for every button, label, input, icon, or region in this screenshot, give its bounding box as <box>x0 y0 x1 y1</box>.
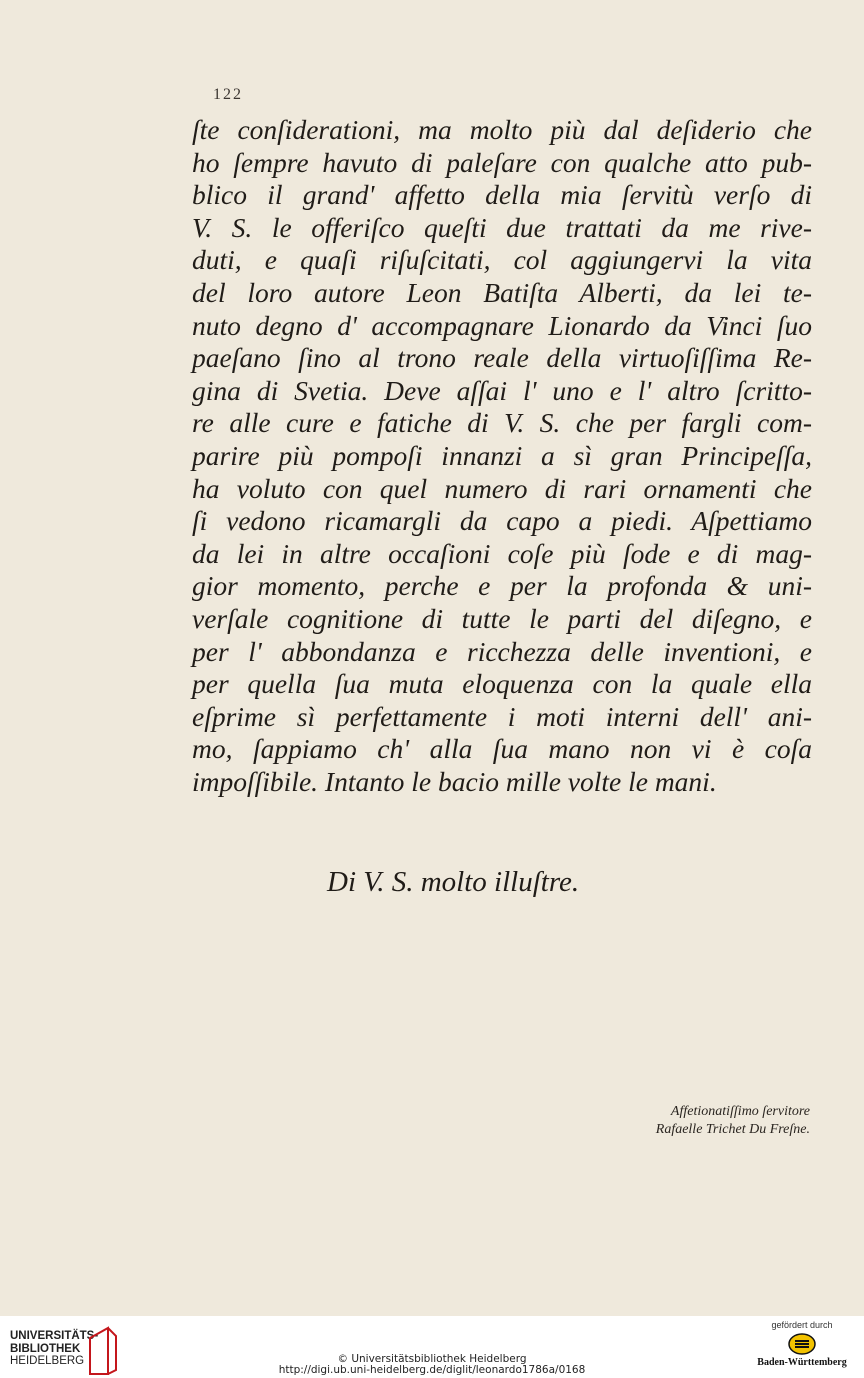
state-emblem-icon <box>787 1333 817 1355</box>
text-line: parire più pompoſi innanzi a sì gran Principeſſa, <box>192 439 812 471</box>
text-line: ſi vedono ricamargli da capo a piedi. Aſpettiamo <box>192 505 812 537</box>
signature-line: Affetionatiſſimo ſervitore <box>670 1104 810 1119</box>
funding-state: Baden-Württemberg <box>757 1357 847 1368</box>
signature-name: Rafaelle Trichet Du Freſne. <box>655 1122 810 1137</box>
text-line: del loro autore Leon Batiſta Alberti, da lei te- <box>192 276 812 308</box>
signature-block <box>560 1103 810 1139</box>
library-logo-text: UNIVERSITÄTS- BIBLIOTHEK HEIDELBERG <box>10 1330 99 1367</box>
text-line: V. S. le offeriſco queſti due trattati da me rive- <box>192 211 812 243</box>
text-line: verſale cognitione di tutte le parti del diſegno, e <box>192 602 812 634</box>
text-line: nuto degno d' accompagnare Lionardo da Vinci ſuo <box>192 309 812 341</box>
library-footer <box>0 1316 864 1378</box>
permalink[interactable]: http://digi.ub.uni-heidelberg.de/diglit/leonardo1786a/0168 <box>278 1364 586 1376</box>
text-line: duti, e quaſi riſuſcitati, col aggiungervi la vita <box>192 244 812 276</box>
text-line: eſprime sì perfettamente i moti interni dell' ani- <box>192 700 812 732</box>
copyright-notice <box>0 1354 864 1376</box>
text-line: re alle cure e fatiche di V. S. che per fargli com- <box>192 407 812 439</box>
text-line: gina di Svetia. Deve aſſai l' uno e l' altro ſcritto- <box>192 374 812 406</box>
text-line: da lei in altre occaſioni coſe più ſode e di mag- <box>192 537 812 569</box>
funding-label: gefördert durch <box>771 1320 833 1330</box>
page-number: 122 <box>213 86 243 103</box>
letter-body <box>192 114 812 798</box>
text-line: gior momento, perche e per la profonda & uni- <box>192 570 812 602</box>
text-line: paeſano ſino al trono reale della virtuoſiſſima Re- <box>192 342 812 374</box>
funding-credit <box>752 1320 852 1368</box>
text-line: per l' abbondanza e ricchezza delle inventioni, e <box>192 635 812 667</box>
text-line: per quella ſua muta eloquenza con la quale ella <box>192 668 812 700</box>
closing-salutation: Di V. S. molto illuſtre. <box>327 866 580 898</box>
text-line: blico il grand' affetto della mia ſervitù verſo di <box>192 179 812 211</box>
text-line: ho ſempre havuto di paleſare con qualche atto pub- <box>192 146 812 178</box>
text-line: ſte conſiderationi, ma molto più dal deſiderio che <box>192 114 812 145</box>
text-line: mo, ſappiamo ch' alla ſua mano non vi è coſa <box>192 733 812 765</box>
text-line: ha voluto con quel numero di rari ornamenti che <box>192 472 812 504</box>
copyright-text: © Universitätsbibliothek Heidelberg <box>337 1353 527 1365</box>
text-line: impoſſibile. Intanto le bacio mille volte le mani. <box>192 765 717 797</box>
